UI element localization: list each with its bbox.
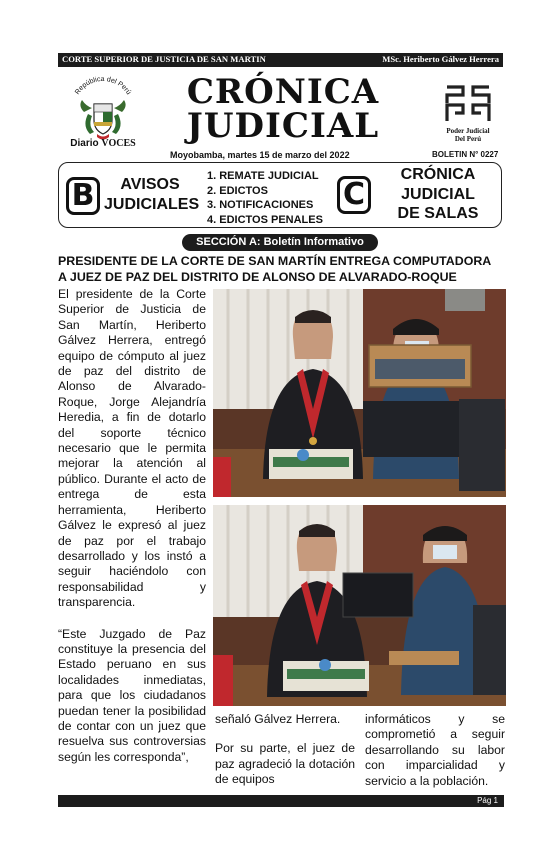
footer-bar [58,795,504,807]
section-b-items [207,169,323,227]
section-label: SECCIÓN A: Boletín Informativo [182,234,378,251]
boletin-number: BOLETIN N° 0227 [432,150,499,159]
poder-judicial-label [428,127,508,143]
president-name: MSc. Heriberto Gálvez Herrera [382,54,499,64]
avisos-line1: AVISOS [120,176,180,193]
cronica-line3: DE SALAS [397,205,479,222]
poder-judicial-logo-icon [444,84,492,124]
photo-ceremony-2 [213,505,506,706]
article-paragraph-5: informáticos y se comprometió a seguir desarrollando su labor con imparcialidad y servicio a la población. [365,712,505,788]
article-column-left [58,287,206,781]
diario-text: Diario [70,138,99,149]
index-item-edictos-penales: 4. EDICTOS PENALES [207,213,323,226]
masthead-line2: JUDICIAL [186,106,380,146]
index-item-edictos: 2. EDICTOS [207,184,268,197]
section-c-letter: C [337,176,371,214]
headline-line1: PRESIDENTE DE LA CORTE DE SAN MARTÍN ENTREGA COMPUTADORA [58,254,492,268]
cronica-line1: CRÓNICA [400,166,476,183]
avisos-judiciales-title [104,175,200,215]
article-headline [58,254,504,285]
diario-voces-label [64,138,142,149]
svg-text:República del Perú [74,76,132,96]
article-paragraph-2: “Este Juzgado de Paz constituye la presencia del Estado peruano en sus localidades inmediatas, para que los ciudadanos puedan tener la posibilidad de contar con un juez que resuelva sus controversias según les corresponda”, [58,626,206,764]
court-name: CORTE SUPERIOR DE JUSTICIA DE SAN MARTIN [62,54,266,64]
dateline: Moyobamba, martes 15 de marzo del 2022 [170,150,350,160]
header-bar [58,53,503,67]
page-number: Pág 1 [477,796,498,805]
article-column-middle [215,712,355,802]
pj-line2: Del Perú [454,135,482,143]
pj-line1: Poder Judicial [446,127,490,135]
republica-text: República del Perú [74,76,132,97]
cronica-salas-title [380,165,496,224]
masthead-line1: CRÓNICA [186,72,380,112]
article-column-right [365,712,505,789]
index-item-notificaciones: 3. NOTIFICACIONES [207,199,314,211]
cronica-line2: JUDICIAL [401,185,475,203]
section-b-letter: B [66,177,100,215]
voces-text: VOCES [101,138,136,149]
photo-ceremony-1 [213,289,506,497]
avisos-line2: JUDICIALES [104,196,200,213]
headline-line2: A JUEZ DE PAZ DEL DISTRITO DE ALONSO DE ALVARADO-ROQUE [58,269,457,284]
article-paragraph-1: El presidente de la Corte Superior de Justicia de San Martín, Heriberto Gálvez Herrera, entregó equipo de cómputo al juez de paz del distrito de Alonso de Alvarado-Roque, Jorge Alejandría Heredia, a fin de dotarlo del soporte técnico necesario que le permita mejorar la atención al público. Durante el acto de entrega de esta herramienta, Heriberto Gálvez le expresó al juez de paz por el trabajo desarrollado y los instó a seguir haciéndolo con responsabilidad y transparencia. [58,287,206,610]
index-item-remate: 1. REMATE JUDICIAL [207,170,319,182]
article-paragraph-4: Por su parte, el juez de paz agradeció la dotación de equipos [215,741,355,787]
article-paragraph-3: señaló Gálvez Herrera. [215,712,341,726]
